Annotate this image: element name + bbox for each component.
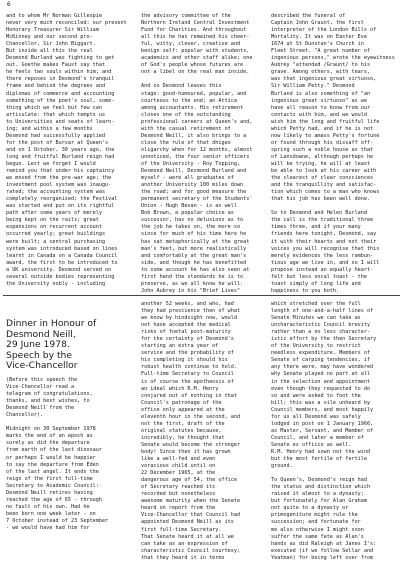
page-number: 6 xyxy=(7,1,11,8)
top-column-1: and to whom Mr Norman Gillespie never very much reconciled: our present Honorary Treasurer Sir William McKinney and our second pro- Chancellor, Sir John Biggart. But inside all this the real Desmond Burland was fighting to get out. Goethe makes Faust say that he feels two souls within him; and there reposes in Desmond's tranquil frame and behind the degrees and diplomas of commerce and accounting something of the poet's soul, some- thing which we feel but few can articulate: that which tempts us to Universities and seats of learn- ing; and within a few months Desmond had successfully applied for the post of Bursar at Queen's and on 1 October, 30 years ago, the long and fruitful Burland reign had begun. Lest we forget I would remind you that under his captaincy we moved from the pre-war age; the investment pool system was inaugu- rated; the accounting system was completely reorganised; the Festival was started and put on its rightful path after some years of merely being kept on the rails; great expansions on recurrent account occurred yearly; great buildings were built; a central purchasing system was introduced based on lines learnt in Canada on a Canada Council award, the first to be introduced to a UK university. Desmond served on several outside bodies representing the University nobly - including xyxy=(6,13,127,287)
article-column-3: which stretched over the full length of one-and-a-half lines of Senate Minutes we can take as uncharacteristic Council brevity rather than a no less character- istic effort by the then Secretary of the University to restrict needless expenditure. Members of Senate of carping tendencies, if any there were, may have wondered why Senate played no part at all in the selection and appointment even though they requested to do so and were asked to foot the bill; this was a vile unheard by Council members, and most happily for us all Desmond was safely lodged in post on 1 January 1966, as Master, Servant, and Member of Council, and later a member of Senate ex officio as well. R.M. Henry had sown not the wind but the most fertile of fertile ground. To Queen's, Desmond's reign had the status and distinction which raised it almost to a dynasty; but fortunately for Alan Graham not quite to a dynasty or primogeniture might rule the succession; and fortunate for me also otherwise I might soon suffer the same fate as Alan's hands as did Raleigh at Janes I's: executed (if we follow Sellar and Yeatman) for being left over from xyxy=(271,301,377,561)
article-column-2: another 52 weeks, and who, had they had prescience then of what we know by hindsight now, would not have accepted the medical risks of foetal post-maturity for the certainty of Desmond's starting an extra year of service and the probability of his completing it should his robust health continue to hold. Full-time Secretary to Council is of course the apotheosis of an ideal which R.M. Henry conjured out of nothing in that Council's patronage of the office only appeared at the eleventh hour in the second, and not the first, draft of the original statutes because, incredibly, he thought that Senate would become the stronger body! Since then it has grown like a well-fed and even voracious child until on 22 December 1965, at the dangerous age of 54, the office of Secretary reached its recorded but nonetheless awesome maturity when the Senate heard on report from the Vice-Chancellor that Council had appointed Desmond Neill as its first full-time Secretary. That Senate heard it at all we can take as an expression of characteristic Council courtesy; that they heard it in terms xyxy=(141,301,241,561)
article-column-1: (Before this speech the Vice-Chancellor read a telegram of congratulations, thanks, and best wishes, to Desmond Neill from the Chancellor). Midnight on 30 September 1978 marks the end of an epoch as surely as did the departure from earth of the last dinosaur or perhaps I would be happier to say the departure from Eden of the last angel. It ends the reign of the first full-time Secretary to Academic Council: Desmond Neill retires having reached the age of 65 - through no fault of his own. Had he been born one week later - on 7 October instead of 23 September - we would have had him for xyxy=(6,377,109,531)
section-divider xyxy=(3,295,400,296)
top-column-3: described the funeral of Captain John Graunt, the first interpreter of the London Bills of Mortality. It was on Easter Eve 1674 at St Dunstan's Church in Fleet Street. "A great number of ingenious persons," wrote the eyewitness Aubrey "attended /Graunt/ to his grave. Among others, with tears, was that ingenious great virtuoso, Sir William Petty." Desmond Burland is also something of "an ingenious great virtuoso" as we have all reason to know from our contacts with him, and we would wish him the long and fruitful life which Petty had, and if he is not now likely to amass Petty's fortune or found through his dissaff off- spring such a noble house as that of Lansdowne, although perhaps he will be trying, he will at least be able to look at his career with the clearest of clear consciences and the tranquillity and satisfac- tion which comes to a man who knows that his job has been well done. So to Desmond and Helen Burland the call is the traditional three times three, and if your many friends here tonight, Desmond, say it with their hearts and not their voices you will recognise that this merely evidences the less rambun- tious age we live in, and so I will propose instead an equally heart- felt but less vocal toast - the toast simply of long life and happiness to you both. xyxy=(271,13,395,294)
article-title: Dinner in Honour of Desmond Neill, 29 June 1978. Speech by the Vice-Chancellor xyxy=(6,318,97,372)
top-column-2: the advisory committee of the Northern Ireland Central Investment Fund for Charities. And throughout all this he has remained his cheer- ful, witty, clever, creative and benign self: popular with students, academics and other staff alike; one of God's people whose futures are not a libel on the real man inside. And so Desmond leaves this stage: good-humoured, popular, and courteous to the end; an Attica among accountants. His retirement closes one of the outstanding professional careers at Queen's and, with the casual retirement of Desmond Neill, it also brings to a close the rule of that dhigeo oligarchy when for 12 months, almost unnoticed, the four senior officers of the University - Roy Topping, Desmond Neill, Desmond Burland and myself - were all graduates of another University 100 miles down the road; and for good measure the permanent secretary of the Students' Union - Hugh Bevan - is as well Bob Brown, a popular choice as successor, has no delusions as to the job he takes on, the more so since for much of his time here he has sat metaphorically at the great man's feet, but more realistically and comfortably at the great man's side, and though he has benefitted to some account he has also seen at first hand the standards he is to preserve, as we all know he will. John Aubrey in his "Brief Lives" xyxy=(141,13,253,294)
